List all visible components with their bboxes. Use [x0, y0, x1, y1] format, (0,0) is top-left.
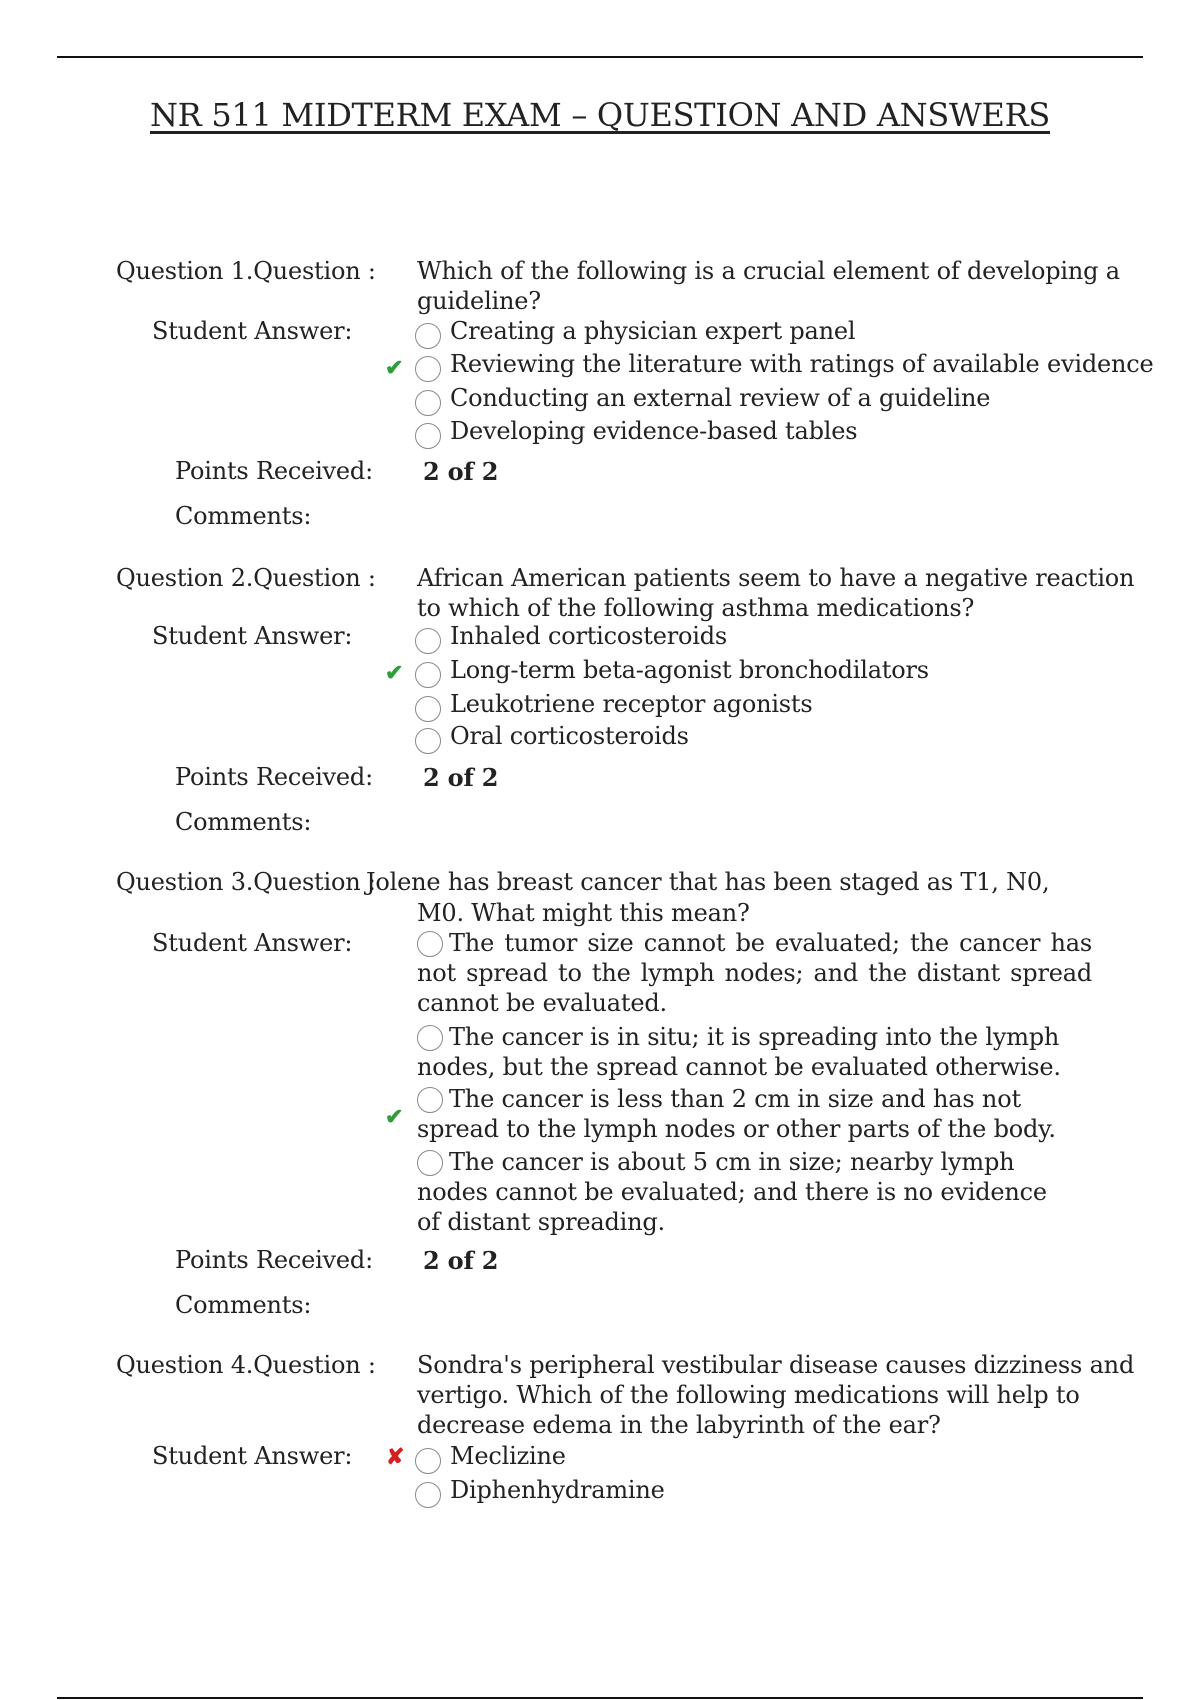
question-3-comments-label: Comments:	[175, 1291, 312, 1319]
question-2-points-value: 2 of 2	[423, 763, 499, 792]
question-4-label: Question 4.Question :	[116, 1351, 376, 1379]
question-2-text-line1: African American patients seem to have a negative reaction	[417, 564, 1135, 592]
question-4-text-line1: Sondra's peripheral vestibular disease causes dizziness and	[417, 1351, 1135, 1379]
question-2-comments-label: Comments:	[175, 808, 312, 836]
q2-option-3-radio-icon	[415, 696, 441, 722]
q2-option-4: Oral corticosteroids	[450, 722, 689, 750]
q1-option-4-radio-icon	[415, 423, 441, 449]
question-1-text-line2: guideline?	[417, 287, 541, 315]
q2-option-1: Inhaled corticosteroids	[450, 622, 727, 650]
question-1-text-line1: Which of the following is a crucial element of developing a	[417, 257, 1120, 285]
question-3-label: Question 3.Question :	[116, 868, 376, 896]
q2-check-icon: ✔	[385, 660, 404, 686]
q2-option-2-radio-icon	[415, 662, 441, 688]
q1-check-icon: ✔	[385, 355, 404, 381]
question-1-student-answer-label: Student Answer:	[152, 317, 353, 345]
q1-option-4: Developing evidence-based tables	[450, 417, 858, 445]
question-3-student-answer-label: Student Answer:	[152, 929, 353, 957]
question-1-points-label: Points Received:	[175, 457, 373, 485]
q2-option-1-radio-icon	[415, 628, 441, 654]
question-1-points-value: 2 of 2	[423, 457, 499, 486]
question-2-text-line2: to which of the following asthma medications?	[417, 594, 975, 622]
q3-option-2: The cancer is in situ; it is spreading into the lymph nodes, but the spread cannot be evaluated otherwise.	[417, 1023, 1061, 1081]
q1-option-3: Conducting an external review of a guideline	[450, 384, 991, 412]
q3-option-4-radio-icon	[417, 1150, 443, 1176]
question-4-text-line3: decrease edema in the labyrinth of the ear?	[417, 1411, 941, 1439]
question-4-student-answer-label: Student Answer:	[152, 1442, 353, 1470]
question-1-label: Question 1.Question :	[116, 257, 376, 285]
bottom-rule	[57, 1697, 1143, 1699]
q4-option-2-radio-icon	[415, 1482, 441, 1508]
question-2-points-label: Points Received:	[175, 763, 373, 791]
q3-option-1-radio-icon	[417, 931, 443, 957]
q3-option-3: The cancer is less than 2 cm in size and has not spread to the lymph nodes or other parts of the body.	[417, 1085, 1056, 1143]
question-3-text-line1: Jolene has breast cancer that has been staged as T1, N0,	[366, 868, 1050, 896]
q1-option-1: Creating a physician expert panel	[450, 317, 856, 345]
q1-option-3-radio-icon	[415, 390, 441, 416]
q1-option-2: Reviewing the literature with ratings of available evidence	[450, 350, 1154, 378]
q1-option-2-radio-icon	[415, 356, 441, 382]
question-3-text-line2: M0. What might this mean?	[417, 899, 750, 927]
q3-option-2-radio-icon	[417, 1025, 443, 1051]
page-title: NR 511 MIDTERM EXAM – QUESTION AND ANSWERS	[149, 96, 1051, 134]
question-3-points-label: Points Received:	[175, 1246, 373, 1274]
q2-option-4-radio-icon	[415, 728, 441, 754]
question-3-points-value: 2 of 2	[423, 1246, 499, 1275]
q4-cross-icon: ✘	[386, 1444, 405, 1470]
q4-option-1-radio-icon	[415, 1448, 441, 1474]
q4-option-2: Diphenhydramine	[450, 1476, 665, 1504]
q3-option-3-radio-icon	[417, 1087, 443, 1113]
question-1-comments-label: Comments:	[175, 502, 312, 530]
q2-option-2: Long-term beta-agonist bronchodilators	[450, 656, 929, 684]
top-rule	[57, 56, 1143, 58]
q3-option-1: The tumor size cannot be evaluated; the cancer has not spread to the lymph nodes; and the distant spread cannot be evaluated.	[417, 929, 1092, 1017]
q1-option-1-radio-icon	[415, 323, 441, 349]
question-4-text-line2: vertigo. Which of the following medications will help to	[417, 1381, 1080, 1409]
q4-option-1: Meclizine	[450, 1442, 566, 1470]
question-2-label: Question 2.Question :	[116, 564, 376, 592]
q3-check-icon: ✔	[385, 1104, 404, 1130]
q3-option-4: The cancer is about 5 cm in size; nearby lymph nodes cannot be evaluated; and there is no evidence of distant spreading.	[417, 1148, 1047, 1236]
question-2-student-answer-label: Student Answer:	[152, 622, 353, 650]
q2-option-3: Leukotriene receptor agonists	[450, 690, 813, 718]
